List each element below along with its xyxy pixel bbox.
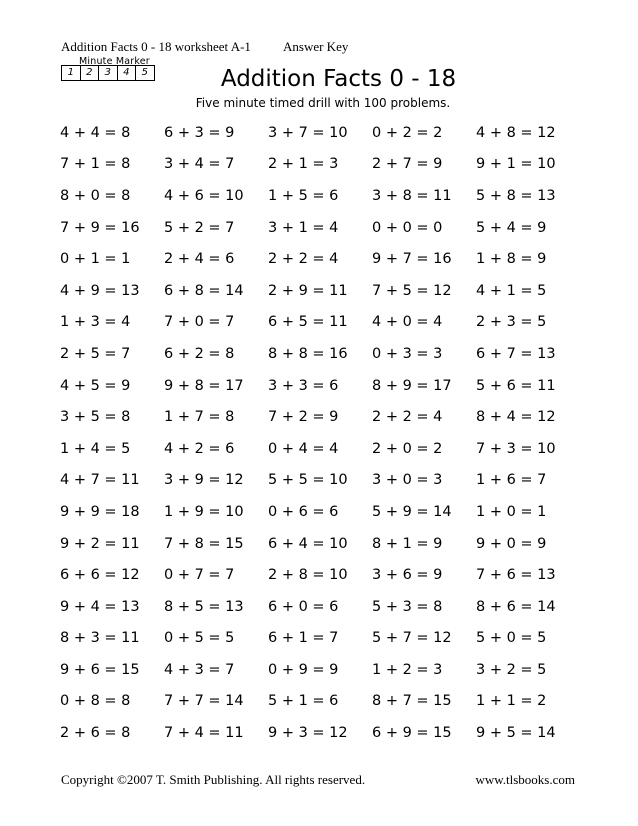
problem-answer: 8 + 4 = 12 — [476, 409, 556, 426]
problem-answer: 0 + 4 = 4 — [268, 440, 339, 457]
problem-answer: 0 + 9 = 9 — [268, 661, 339, 678]
problem-answer: 0 + 3 = 3 — [372, 345, 443, 362]
problem-row — [60, 212, 580, 244]
problem-answer: 8 + 5 = 13 — [164, 598, 244, 615]
copyright-text: Copyright ©2007 T. Smith Publishing. All rights reserved. — [61, 772, 366, 787]
minute-marker-box: 2 — [81, 66, 100, 80]
problem-answer: 2 + 4 = 6 — [164, 251, 235, 268]
problem-answer: 1 + 8 = 9 — [476, 251, 547, 268]
problem-answer: 1 + 1 = 2 — [476, 693, 547, 710]
problem-row — [60, 307, 580, 339]
problem-answer: 3 + 5 = 8 — [60, 409, 131, 426]
problem-answer: 1 + 3 = 4 — [60, 314, 131, 331]
problem-answer: 4 + 0 = 4 — [372, 314, 443, 331]
problem-answer: 2 + 7 = 9 — [372, 156, 443, 173]
problem-answer: 2 + 8 = 10 — [268, 567, 348, 584]
problem-answer: 9 + 9 = 18 — [60, 503, 140, 520]
problem-answer: 4 + 7 = 11 — [60, 472, 140, 489]
problem-answer: 4 + 1 = 5 — [476, 282, 547, 299]
problem-answer: 9 + 2 = 11 — [60, 535, 140, 552]
problem-answer: 8 + 9 = 17 — [372, 377, 452, 394]
problem-answer: 7 + 2 = 9 — [268, 409, 339, 426]
problem-answer: 1 + 2 = 3 — [372, 661, 443, 678]
problem-grid — [60, 117, 580, 749]
problem-row — [60, 654, 580, 686]
problem-answer: 9 + 3 = 12 — [268, 725, 348, 742]
problem-answer: 5 + 9 = 14 — [372, 503, 452, 520]
problem-row — [60, 623, 580, 655]
problem-answer: 7 + 4 = 11 — [164, 725, 244, 742]
problem-answer: 3 + 7 = 10 — [268, 124, 348, 141]
problem-answer: 3 + 9 = 12 — [164, 472, 244, 489]
problem-answer: 0 + 0 = 0 — [372, 219, 443, 236]
problem-answer: 9 + 6 = 15 — [60, 661, 140, 678]
problem-row — [60, 117, 580, 149]
problem-answer: 7 + 5 = 12 — [372, 282, 452, 299]
problem-answer: 5 + 3 = 8 — [372, 598, 443, 615]
problem-answer: 6 + 2 = 8 — [164, 345, 235, 362]
problem-answer: 8 + 8 = 16 — [268, 345, 348, 362]
problem-answer: 6 + 9 = 15 — [372, 725, 452, 742]
problem-answer: 3 + 1 = 4 — [268, 219, 339, 236]
problem-row — [60, 275, 580, 307]
problem-answer: 3 + 4 = 7 — [164, 156, 235, 173]
problem-row — [60, 370, 580, 402]
problem-answer: 1 + 4 = 5 — [60, 440, 131, 457]
page-title: Addition Facts 0 - 18 — [220, 66, 457, 92]
problem-answer: 2 + 9 = 11 — [268, 282, 348, 299]
problem-answer: 2 + 0 = 2 — [372, 440, 443, 457]
problem-answer: 0 + 1 = 1 — [60, 251, 131, 268]
page-subtitle: Five minute timed drill with 100 problems. — [195, 96, 451, 110]
problem-answer: 8 + 3 = 11 — [60, 630, 140, 647]
minute-marker-box: 1 — [62, 66, 81, 80]
problem-answer: 0 + 8 = 8 — [60, 693, 131, 710]
problem-answer: 0 + 2 = 2 — [372, 124, 443, 141]
problem-answer: 9 + 0 = 9 — [476, 535, 547, 552]
problem-answer: 7 + 8 = 15 — [164, 535, 244, 552]
problem-answer: 6 + 6 = 12 — [60, 567, 140, 584]
problem-answer: 6 + 1 = 7 — [268, 630, 339, 647]
problem-answer: 2 + 2 = 4 — [372, 409, 443, 426]
problem-answer: 8 + 6 = 14 — [476, 598, 556, 615]
problem-answer: 0 + 6 = 6 — [268, 503, 339, 520]
problem-row — [60, 686, 580, 718]
problem-answer: 7 + 3 = 10 — [476, 440, 556, 457]
problem-answer: 2 + 3 = 5 — [476, 314, 547, 331]
problem-row — [60, 559, 580, 591]
problem-answer: 4 + 4 = 8 — [60, 124, 131, 141]
problem-answer: 1 + 5 = 6 — [268, 187, 339, 204]
problem-row — [60, 180, 580, 212]
problem-row — [60, 149, 580, 181]
minute-marker-box: 5 — [141, 67, 148, 78]
problem-answer: 0 + 7 = 7 — [164, 567, 235, 584]
problem-answer: 3 + 0 = 3 — [372, 472, 443, 489]
problem-answer: 7 + 7 = 14 — [164, 693, 244, 710]
problem-answer: 2 + 5 = 7 — [60, 345, 131, 362]
problem-answer: 7 + 9 = 16 — [60, 219, 140, 236]
problem-answer: 1 + 6 = 7 — [476, 472, 547, 489]
problem-answer: 1 + 9 = 10 — [164, 503, 244, 520]
problem-answer: 5 + 4 = 9 — [476, 219, 547, 236]
problem-answer: 7 + 6 = 13 — [476, 567, 556, 584]
problem-answer: 5 + 0 = 5 — [476, 630, 547, 647]
problem-row — [60, 465, 580, 497]
problem-answer: 4 + 8 = 12 — [476, 124, 556, 141]
answer-key-label: Answer Key — [283, 39, 349, 54]
problem-answer: 4 + 2 = 6 — [164, 440, 235, 457]
problem-answer: 1 + 7 = 8 — [164, 409, 235, 426]
problem-answer: 7 + 0 = 7 — [164, 314, 235, 331]
minute-marker-label: Minute Marker — [79, 56, 150, 67]
problem-answer: 5 + 5 = 10 — [268, 472, 348, 489]
problem-row — [60, 338, 580, 370]
problem-row — [60, 528, 580, 560]
problem-answer: 9 + 4 = 13 — [60, 598, 140, 615]
problem-answer: 6 + 4 = 10 — [268, 535, 348, 552]
problem-answer: 2 + 1 = 3 — [268, 156, 339, 173]
problem-answer: 4 + 3 = 7 — [164, 661, 235, 678]
problem-row — [60, 401, 580, 433]
problem-answer: 3 + 6 = 9 — [372, 567, 443, 584]
problem-answer: 3 + 8 = 11 — [372, 187, 452, 204]
problem-row — [60, 496, 580, 528]
problem-answer: 3 + 2 = 5 — [476, 661, 547, 678]
problem-answer: 5 + 2 = 7 — [164, 219, 235, 236]
problem-answer: 6 + 0 = 6 — [268, 598, 339, 615]
problem-answer: 9 + 5 = 14 — [476, 725, 556, 742]
problem-answer: 6 + 5 = 11 — [268, 314, 348, 331]
problem-answer: 0 + 5 = 5 — [164, 630, 235, 647]
problem-answer: 4 + 5 = 9 — [60, 377, 131, 394]
problem-answer: 6 + 8 = 14 — [164, 282, 244, 299]
problem-answer: 9 + 7 = 16 — [372, 251, 452, 268]
problem-answer: 5 + 7 = 12 — [372, 630, 452, 647]
problem-answer: 4 + 9 = 13 — [60, 282, 140, 299]
minute-marker-box: 4 — [118, 66, 137, 80]
problem-answer: 5 + 8 = 13 — [476, 187, 556, 204]
problem-answer: 9 + 1 = 10 — [476, 156, 556, 173]
problem-answer: 8 + 0 = 8 — [60, 187, 131, 204]
page-title-wrap — [0, 66, 638, 92]
problem-row — [60, 433, 580, 465]
problem-answer: 6 + 3 = 9 — [164, 124, 235, 141]
minute-marker-box: 3 — [99, 66, 118, 80]
problem-answer: 4 + 6 = 10 — [164, 187, 244, 204]
problem-answer: 9 + 8 = 17 — [164, 377, 244, 394]
problem-answer: 5 + 6 = 11 — [476, 377, 556, 394]
problem-answer: 6 + 7 = 13 — [476, 345, 556, 362]
problem-answer: 7 + 1 = 8 — [60, 156, 131, 173]
problem-answer: 3 + 3 = 6 — [268, 377, 339, 394]
problem-answer: 5 + 1 = 6 — [268, 693, 339, 710]
problem-row — [60, 591, 580, 623]
problem-answer: 8 + 7 = 15 — [372, 693, 452, 710]
problem-row — [60, 717, 580, 749]
worksheet-label: Addition Facts 0 - 18 worksheet A-1 — [61, 39, 251, 54]
problem-answer: 2 + 6 = 8 — [60, 725, 131, 742]
problem-answer: 2 + 2 = 4 — [268, 251, 339, 268]
problem-row — [60, 243, 580, 275]
problem-answer: 1 + 0 = 1 — [476, 503, 547, 520]
website-text: www.tlsbooks.com — [475, 772, 575, 787]
problem-answer: 8 + 1 = 9 — [372, 535, 443, 552]
